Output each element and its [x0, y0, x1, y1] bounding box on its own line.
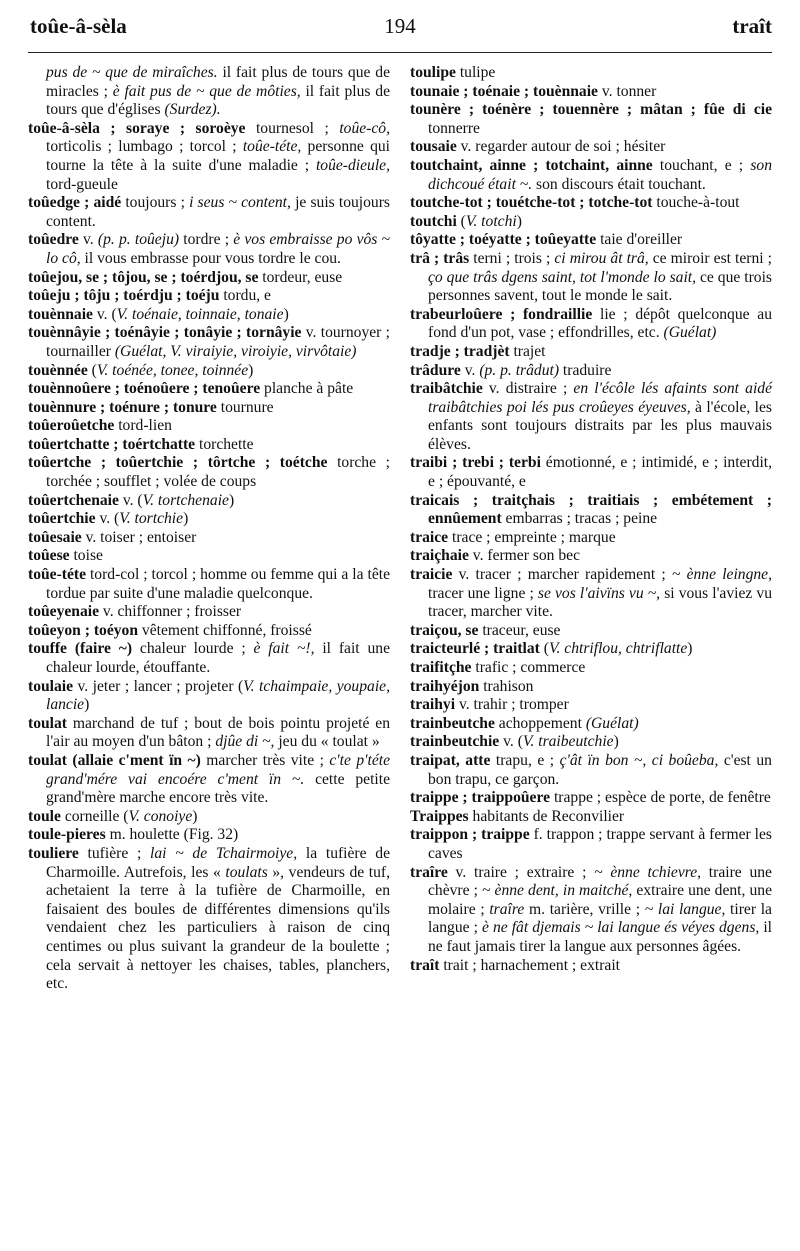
entry-headword: traiçou, se: [410, 621, 479, 639]
dictionary-entry: [410, 492, 772, 529]
entry-gloss: (: [87, 361, 97, 379]
entry-gloss: tonnerre: [428, 119, 480, 137]
entry-gloss: à l'école, les enfants sont toujours distraits par les plus mauvais élèves.: [428, 398, 773, 453]
dictionary-entry: [28, 529, 390, 548]
entry-gloss: achoppement: [494, 714, 586, 732]
entry-headword: traicais ; traitçhais ; traitiais ; embétement ; ennûement: [410, 491, 772, 528]
entry-gloss: v. jeter ; lancer ; projeter (: [73, 677, 244, 695]
entry-gloss: trappe ; espèce de porte, de fenêtre: [550, 789, 771, 807]
entry-gloss: ): [687, 640, 693, 658]
entry-gloss: v. chiffonner ; froisser: [99, 603, 242, 621]
dictionary-entry: [28, 399, 390, 418]
entry-headword: traice: [410, 528, 449, 546]
entry-example: (Surdez).: [164, 101, 221, 119]
entry-headword: touènnâyie ; toénâyie ; tonâyie ; tornâyie: [28, 324, 302, 342]
entry-example: ~ ènne dent, in maitché,: [482, 882, 633, 900]
entry-headword: traihyéjon: [410, 677, 480, 695]
entry-gloss: trait ; harnachement ; extrait: [439, 956, 620, 974]
entry-headword: toûertchie: [28, 510, 96, 528]
entry-gloss: ce miroir est terni ;: [648, 249, 772, 267]
entry-gloss: vêtement chiffonné, froissé: [138, 621, 312, 639]
entry-headword: tousaie: [410, 138, 457, 156]
entry-headword: toulaie: [28, 677, 74, 695]
dictionary-entry: [410, 529, 772, 548]
entry-gloss: ): [183, 510, 189, 528]
dictionary-entry: [28, 566, 390, 603]
entry-headword: toûejou, se ; tôjou, se ; toérdjou, se: [28, 268, 259, 286]
dictionary-entry: [28, 324, 390, 361]
entry-headword: trâdure: [410, 361, 461, 379]
entry-gloss: il fait plus de tours que de miracles ;: [46, 64, 390, 100]
entry-gloss: c'est un bon trapu, ce garçon.: [428, 751, 772, 788]
dictionary-entry: [28, 622, 390, 641]
dictionary-entry: [410, 566, 772, 622]
dictionary-entry: [410, 194, 772, 213]
entry-gloss: ): [613, 733, 619, 751]
dictionary-entry: [410, 547, 772, 566]
dictionary-entry: [28, 231, 390, 268]
entry-gloss: corneille (: [60, 807, 129, 825]
entry-headword: traihyi: [410, 696, 456, 714]
entry-gloss: il ne faut jamais tirer la langue aux personnes âgées.: [428, 919, 772, 955]
entry-headword: traicie: [410, 566, 453, 584]
entry-example: V. conoiye: [128, 807, 193, 825]
entry-example: son dichcoué était ~.: [428, 156, 772, 193]
entry-headword: traifitçhe: [410, 659, 472, 676]
entry-headword: trabeurloûere ; fondraillie: [410, 305, 593, 323]
columns: [28, 64, 772, 994]
entry-gloss: la tufière de Charmoille. Autrefois, les «: [46, 844, 390, 881]
dictionary-entry: [410, 454, 772, 491]
entry-gloss: trafic ; commerce: [471, 659, 586, 676]
entry-headword: traipat, atte: [410, 751, 491, 769]
entry-headword: traicteurlé ; traitlat: [410, 640, 540, 658]
entry-headword: toutche-tot ; touétche-tot ; totche-tot: [410, 194, 653, 212]
entry-gloss: toujours ;: [121, 194, 190, 212]
entry-gloss: v. (: [95, 510, 120, 528]
dictionary-entry: [28, 269, 390, 288]
dictionary-entry: [28, 845, 390, 994]
entry-gloss: torchette: [195, 435, 254, 453]
entry-gloss: marcher très vite ;: [200, 751, 330, 769]
entry-example: ~ ènne tchievre,: [594, 863, 702, 881]
entry-gloss: trajet: [509, 342, 546, 360]
entry-headword: toûeyon ; toéyon: [28, 621, 139, 639]
entry-example: i seus ~ content,: [189, 194, 291, 212]
entry-gloss: toise: [69, 547, 103, 565]
dictionary-entry: [28, 510, 390, 529]
entry-headword: trainbeutche: [410, 714, 495, 732]
dictionary-entry: [410, 157, 772, 194]
entry-example: (Guélat): [585, 714, 639, 732]
entry-headword: toule-pieres: [28, 826, 106, 844]
entry-gloss: tord-gueule: [46, 175, 118, 193]
dictionary-entry: [28, 436, 390, 455]
dictionary-entry: [410, 343, 772, 362]
entry-gloss: trapu, e ;: [490, 751, 560, 769]
entry-gloss: tord-col ; torcol ; homme ou femme qui a la tête tordue par suite d'une maladie quelconque.: [46, 566, 390, 602]
entry-gloss: tordeur, euse: [258, 268, 343, 286]
entry-gloss: son discours était touchant.: [532, 175, 706, 193]
entry-gloss: v. regarder autour de soi ; hésiter: [456, 138, 666, 156]
entry-example: toûe-téte,: [242, 138, 302, 156]
entry-example: (p. p. trâdut): [479, 361, 560, 379]
entry-gloss: trahison: [479, 677, 534, 695]
entry-gloss: v. (: [118, 491, 143, 509]
entry-gloss: taie d'oreiller: [596, 231, 683, 249]
dictionary-entry: [410, 231, 772, 250]
entry-gloss: jeu du « toulat »: [274, 733, 380, 751]
entry-example: è fait ~!,: [253, 640, 315, 658]
dictionary-entry: [410, 64, 772, 83]
entry-gloss: terni ; trois ;: [469, 249, 555, 267]
guide-word-left: toûe-â-sèla: [30, 14, 127, 38]
entry-headword: toûertchatte ; toértchatte: [28, 435, 196, 453]
right-column: [410, 64, 772, 994]
dictionary-entry: [410, 380, 772, 454]
entry-headword: trainbeutchie: [410, 733, 500, 751]
entry-gloss: ): [228, 491, 235, 509]
entry-gloss: tournesol ;: [245, 119, 340, 137]
header-rule: [28, 52, 772, 53]
entry-example: ~ lai langue,: [644, 900, 726, 918]
entry-example: traîre: [489, 900, 525, 918]
entry-example: ci mirou ât trâ,: [554, 249, 649, 267]
dictionary-entry: [410, 622, 772, 641]
entry-gloss: marchand de tuf ; bout de bois pointu projeté en l'air au moyen d'un bâton ;: [46, 714, 390, 751]
entry-gloss: ): [283, 305, 289, 323]
dictionary-entry: [410, 640, 772, 659]
entry-headword: traiçhaie: [410, 547, 469, 565]
entry-headword: toulipe: [410, 64, 456, 81]
entry-headword: traippe ; traippoûere: [410, 789, 551, 807]
entry-gloss: v. (: [499, 733, 523, 751]
entry-gloss: ): [192, 807, 198, 825]
dictionary-entry: [28, 417, 390, 436]
entry-headword: tôyatte ; toéyatte ; toûeyatte: [410, 231, 597, 249]
entry-gloss: ce que trois personnes savent, tout le monde le sait.: [428, 268, 772, 305]
entry-headword: toûeroûetche: [28, 417, 115, 435]
entry-gloss: tufière ;: [78, 844, 151, 862]
entry-example: V. traibeutchie: [522, 733, 614, 751]
entry-example: V. totchi: [465, 212, 517, 230]
entry-example: V. chtriflou, chtriflatte: [548, 640, 688, 658]
entry-headword: toutchi: [410, 212, 457, 230]
dictionary-entry: [410, 789, 772, 808]
dictionary-entry: [410, 362, 772, 381]
entry-headword: traît: [410, 956, 440, 974]
entry-example: (Guélat, V. viraiyie, viroiyie, virvôtaie): [114, 342, 357, 360]
entry-example: lai ~ de Tchairmoiye,: [150, 844, 298, 862]
entry-gloss: m. tarière, vrille ;: [524, 900, 645, 918]
entry-headword: touènnaie: [28, 305, 93, 323]
dictionary-entry: [28, 194, 390, 231]
entry-gloss: f. trappon ; trappe servant à fermer les caves: [428, 826, 772, 862]
entry-example: en l'écôle lés afaints sont aidé traibâtchies poi lés pus croûeyes éyeuves,: [428, 380, 772, 416]
entry-gloss: ): [516, 212, 522, 230]
entry-headword: Traippes: [410, 807, 469, 825]
entry-gloss: planche à pâte: [260, 380, 354, 398]
entry-example: è vos embraisse po vôs ~ lo cô,: [46, 231, 390, 267]
entry-example: (Guélat): [663, 324, 717, 342]
entry-gloss: chaleur lourde ;: [132, 640, 254, 658]
entry-example: toûe-cô,: [339, 119, 390, 137]
entry-gloss: traire une chèvre ;: [428, 863, 772, 900]
entry-gloss: v. trahir ; tromper: [455, 696, 569, 714]
entry-headword: traîre: [410, 863, 448, 881]
entry-headword: traibâtchie: [410, 380, 483, 398]
entry-headword: toûesaie: [28, 528, 82, 546]
entry-gloss: il fait une chaleur lourde, étouffante.: [46, 640, 390, 676]
entry-example: ç'ât ïn bon ~, ci boûeba,: [559, 751, 719, 769]
entry-headword: traippon ; traippe: [410, 826, 530, 844]
entry-headword: toûeju ; tôju ; toérdju ; toéju: [28, 287, 220, 305]
entry-example: V. toénaie, toinnaie, tonaie: [116, 305, 284, 323]
dictionary-entry: [410, 733, 772, 752]
entry-headword: tounaie ; toénaie ; touènnaie: [410, 82, 598, 100]
entry-gloss: v. tonner: [597, 82, 657, 100]
dictionary-entry: [410, 715, 772, 734]
entry-gloss: il vous embrasse pour vous tordre le cou.: [80, 249, 341, 267]
entry-gloss: v. traire ; extraire ;: [447, 863, 595, 881]
entry-example: toûe-dieule,: [315, 156, 390, 174]
entry-headword: toutchaint, ainne ; totchaint, ainne: [410, 156, 653, 174]
entry-headword: toûedre: [28, 231, 79, 249]
entry-headword: touffe (faire ~): [28, 640, 133, 658]
entry-gloss: il fait plus de tours que d'églises: [46, 82, 390, 119]
entry-headword: toûe-téte: [28, 566, 87, 584]
entry-gloss: traceur, euse: [478, 621, 561, 639]
dictionary-entry: [410, 83, 772, 102]
entry-headword: toûedge ; aidé: [28, 194, 122, 212]
dictionary-entry: [28, 287, 390, 306]
entry-example: V. tchaimpaie, youpaie, lancie: [46, 677, 390, 714]
entry-headword: touènnoûere ; toénoûere ; tenoûere: [28, 380, 261, 398]
entry-gloss: si vous l'aviez vu tracer, marcher vite.: [428, 584, 772, 621]
entry-gloss: cette petite grand'mère marche encore très vite.: [46, 770, 390, 807]
entry-gloss: habitants de Reconvilier: [468, 807, 625, 825]
entry-gloss: émotionné, e ; intimidé, e ; interdit, e ; épouvanté, e: [428, 454, 773, 491]
entry-gloss: tordu, e: [219, 287, 271, 305]
entry-headword: toulat: [28, 714, 67, 732]
entry-gloss: (: [539, 640, 549, 658]
entry-headword: toûertchenaie: [28, 491, 119, 509]
dictionary-entry: [28, 678, 390, 715]
entry-gloss: », vendeurs de tuf, achetaient la terre à la tufière de Charmoille, en faisaient des boules de différentes dimensions qu'ils vendaient chez les particuliers à raison de cinq centimes ou plus suivant la grandeur de la boulette ; cela servait à nettoyer les chaises, tables, planchers, etc.: [46, 863, 390, 993]
dictionary-entry: [28, 752, 390, 808]
entry-headword: touliere: [28, 844, 79, 862]
dictionary-entry: [28, 120, 390, 194]
dictionary-entry: [410, 864, 772, 957]
entry-gloss: v. tracer ; marcher rapidement ;: [452, 566, 672, 584]
entry-gloss: ): [248, 361, 254, 379]
guide-word-right: traît: [732, 14, 772, 38]
entry-example: toulats: [225, 863, 268, 881]
entry-headword: touènnure ; toénure ; tonure: [28, 398, 217, 416]
entry-gloss: tirer la langue ;: [428, 900, 772, 937]
page-number: 194: [384, 14, 416, 38]
dictionary-entry: [410, 138, 772, 157]
dictionary-entry: [28, 306, 390, 325]
entry-headword: toûe-â-sèla ; soraye ; soroèye: [28, 119, 246, 137]
entry-gloss: extraire une dent, une molaire ;: [428, 882, 772, 918]
entry-example: ~ ènne leingne,: [671, 566, 773, 584]
entry-gloss: v. distraire ;: [482, 380, 574, 398]
dictionary-entry: [28, 454, 390, 491]
dictionary-entry: [410, 752, 772, 789]
entry-gloss: v. (: [92, 305, 117, 323]
entry-example: è fait pus de ~ que de môties,: [112, 82, 301, 100]
page-header: [0, 0, 800, 54]
entry-headword: toulat (allaie c'ment ïn ~): [28, 751, 201, 769]
dictionary-entry: [410, 213, 772, 232]
entry-example: V. tortchenaie: [142, 491, 229, 509]
dictionary-entry: [28, 826, 390, 845]
dictionary-entry: [410, 659, 772, 678]
entry-gloss: torche ; torchée ; soufflet ; volée de coups: [46, 454, 390, 491]
entry-gloss: v. toiser ; entoiser: [81, 528, 197, 546]
dictionary-entry: [410, 101, 772, 138]
dictionary-entry: [28, 380, 390, 399]
entry-headword: tradje ; tradjèt: [410, 342, 510, 360]
entry-gloss: tordre ;: [179, 231, 234, 249]
dictionary-entry: [410, 306, 772, 343]
dictionary-entry: [410, 678, 772, 697]
entry-gloss: ): [84, 696, 90, 714]
dictionary-entry: [410, 808, 772, 827]
entry-headword: touènnée: [28, 361, 88, 379]
entry-headword: toûeyenaie: [28, 603, 100, 621]
entry-gloss: tulipe: [455, 64, 496, 81]
entry-example: V. tortchie: [119, 510, 184, 528]
entry-example: ço que trâs dgens saint, tot l'monde lo sait,: [428, 268, 697, 286]
entry-gloss: touche-à-tout: [652, 194, 740, 212]
entry-example: (p. p. toûeju): [97, 231, 180, 249]
entry-gloss: personne qui tourne la tête à la suite d'une maladie ;: [46, 138, 390, 174]
entry-gloss: touchant, e ;: [652, 156, 751, 174]
entry-headword: trâ ; trâs: [410, 249, 470, 267]
entry-gloss: v.: [78, 231, 98, 249]
entry-example: c'te p'téte grand'mére vai encoére c'ment ïn ~.: [46, 751, 390, 788]
dictionary-entry: [28, 362, 390, 381]
entry-gloss: traduire: [559, 361, 612, 379]
dictionary-entry: [28, 808, 390, 827]
entry-gloss: tracer une ligne ;: [428, 584, 538, 602]
entry-gloss: torticolis ; lumbago ; torcol ;: [46, 138, 243, 156]
entry-gloss: (: [456, 212, 466, 230]
dictionary-entry: [410, 250, 772, 306]
entry-example: se vos l'aivïns vu ~,: [537, 584, 661, 602]
dictionary-entry: [410, 696, 772, 715]
entry-headword: toûertche ; toûertchie ; tôrtche ; toétche: [28, 454, 328, 472]
entry-gloss: tournure: [216, 398, 274, 416]
entry-example: è ne fât djemais ~ lai langue és véyes dgens,: [481, 919, 760, 937]
dictionary-entry: [410, 826, 772, 863]
dictionary-entry: [28, 715, 390, 752]
entry-gloss: tord-lien: [114, 417, 172, 435]
entry-gloss: v. fermer son bec: [468, 547, 581, 565]
entry-example: V. toénée, tonee, toinnée: [96, 361, 249, 379]
entry-headword: toûese: [28, 547, 70, 565]
entry-gloss: m. houlette (Fig. 32): [105, 826, 239, 844]
entry-gloss: v. tournoyer ; tournailler: [46, 324, 390, 360]
entry-headword: traibi ; trebi ; terbi: [410, 454, 541, 472]
left-column: [28, 64, 390, 994]
entry-example: pus de ~ que de miraîches.: [46, 64, 218, 81]
entry-gloss: embarras ; tracas ; peine: [501, 510, 658, 528]
entry-gloss: v.: [460, 361, 480, 379]
dictionary-entry: [410, 957, 772, 976]
entry-example: djûe di ~,: [215, 733, 275, 751]
entry-headword: toule: [28, 807, 61, 825]
entry-gloss: lie ; dépôt quelconque au fond d'un pot, vase ; effondrilles, etc.: [428, 305, 772, 342]
entry-gloss: trace ; empreinte ; marque: [448, 528, 616, 546]
dictionary-entry: [28, 603, 390, 622]
dictionary-entry: [28, 64, 390, 120]
dictionary-entry: [28, 492, 390, 511]
entry-headword: tounère ; toénère ; touennère ; mâtan ; fûe di cie: [410, 101, 772, 119]
dictionary-entry: [28, 640, 390, 677]
entry-gloss: je suis toujours content.: [46, 194, 390, 230]
dictionary-entry: [28, 547, 390, 566]
